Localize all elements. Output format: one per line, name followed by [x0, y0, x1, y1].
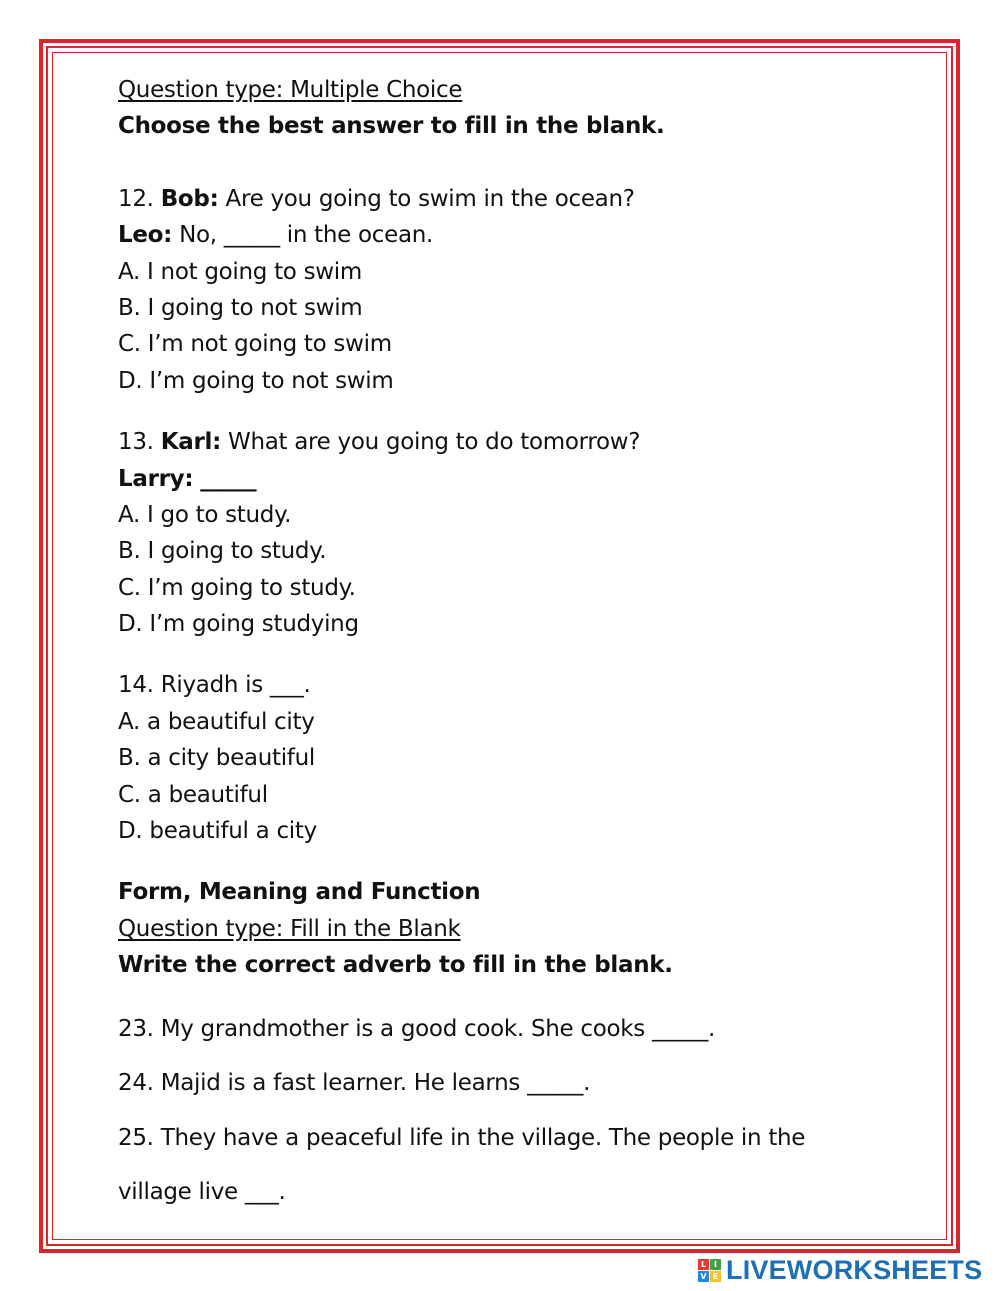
question-12-line1 — [118, 181, 918, 217]
q12-speaker2: Leo: — [118, 222, 173, 249]
question-25-line1[interactable]: 25. They have a peaceful life in the village. The people in the — [118, 1124, 806, 1151]
question-25-line2[interactable]: village live ___. — [118, 1179, 286, 1206]
q12-option-c[interactable]: C. I’m not going to swim — [118, 331, 392, 358]
q12-number: 12. — [118, 185, 154, 212]
q14-option-b[interactable]: B. a city beautiful — [118, 745, 315, 772]
logo-block-i: I — [710, 1259, 721, 1270]
q12-option-a[interactable]: A. I not going to swim — [118, 258, 362, 285]
q12-line2-text: No, _____ in the ocean. — [179, 222, 434, 249]
section2-question-type: Question type: Fill in the Blank — [118, 915, 461, 942]
q14-option-a[interactable]: A. a beautiful city — [118, 708, 315, 735]
worksheet-content — [118, 72, 918, 1220]
logo-block-e: E — [710, 1271, 721, 1282]
q13-option-c[interactable]: C. I’m going to study. — [118, 574, 356, 601]
q12-speaker1: Bob: — [160, 185, 219, 212]
section1-instruction: Choose the best answer to fill in the blank. — [118, 113, 665, 140]
q13-number: 13. — [118, 429, 154, 456]
q12-line1-text: Are you going to swim in the ocean? — [225, 185, 635, 212]
q13-option-b[interactable]: B. I going to study. — [118, 538, 327, 565]
q12-option-d[interactable]: D. I’m going to not swim — [118, 367, 394, 394]
q13-speaker2: Larry: — [118, 465, 194, 492]
question-24[interactable]: 24. Majid is a fast learner. He learns _____. — [118, 1070, 591, 1097]
section2-heading: Form, Meaning and Function — [118, 879, 481, 906]
section2-instruction: Write the correct adverb to fill in the blank. — [118, 952, 673, 979]
section1-question-type: Question type: Multiple Choice — [118, 77, 463, 103]
brand-name: LIVEWORKSHEETS — [726, 1254, 983, 1285]
q13-option-d[interactable]: D. I’m going studying — [118, 611, 359, 638]
q13-line1-text: What are you going to do tomorrow? — [228, 429, 641, 456]
question-13-line2 — [118, 461, 918, 497]
logo-blocks-icon — [698, 1259, 721, 1282]
q12-option-b[interactable]: B. I going to not swim — [118, 294, 363, 321]
liveworksheets-logo — [698, 1255, 982, 1285]
logo-block-l: L — [698, 1259, 709, 1270]
q13-option-a[interactable]: A. I go to study. — [118, 501, 292, 528]
q14-option-d[interactable]: D. beautiful a city — [118, 818, 317, 845]
q13-speaker1: Karl: — [160, 429, 221, 456]
logo-block-v: V — [698, 1271, 709, 1282]
q14-option-c[interactable]: C. a beautiful — [118, 781, 268, 808]
question-14-stem: 14. Riyadh is ___. — [118, 672, 311, 699]
question-23[interactable]: 23. My grandmother is a good cook. She cooks _____. — [118, 1015, 715, 1042]
question-13-line1 — [118, 424, 918, 460]
q13-answer-blank[interactable]: _____ — [200, 465, 257, 492]
question-12-line2 — [118, 217, 918, 253]
